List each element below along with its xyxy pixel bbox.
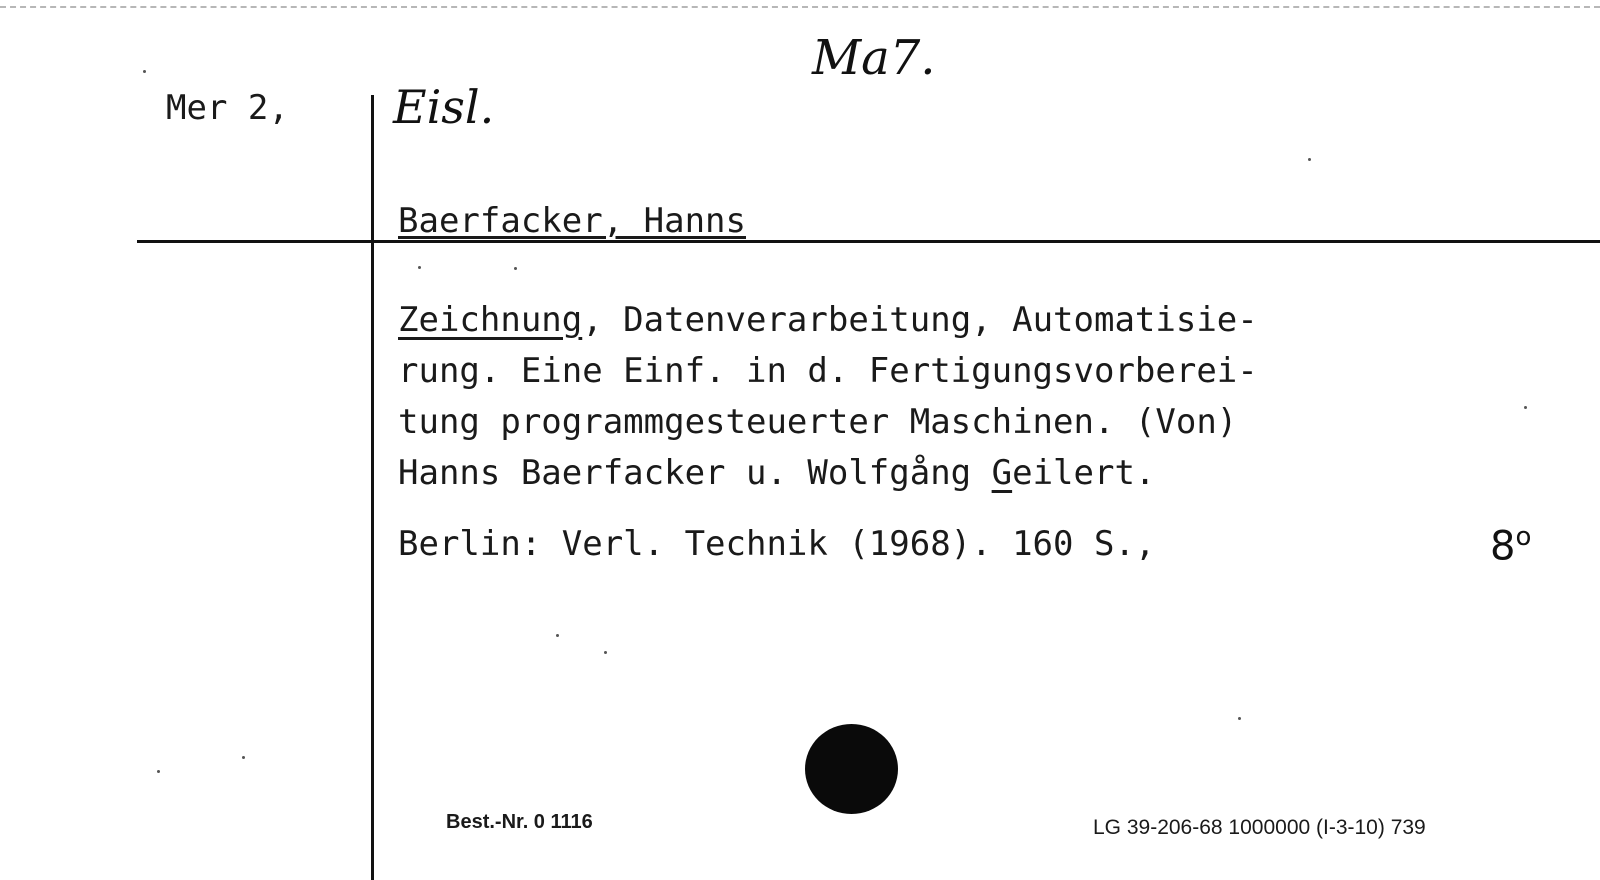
speck <box>418 266 421 269</box>
speck <box>1308 158 1311 161</box>
format-sup: o <box>1515 522 1532 552</box>
speck <box>604 651 607 654</box>
description-line-4 <box>398 453 1155 493</box>
handwritten-annotation-left: Eisl. <box>393 80 495 134</box>
speck <box>514 267 517 270</box>
format-number: 8 <box>1490 523 1516 570</box>
description-line-2: rung. Eine Einf. in d. Fertigungsvorberei- <box>398 351 1258 391</box>
format-size <box>1490 522 1531 569</box>
description-line-1-rest: , Datenverarbeitung, Automatisie- <box>582 300 1258 340</box>
print-code: LG 39-206-68 1000000 (I-3-10) 739 <box>1093 816 1426 839</box>
speck <box>143 70 146 73</box>
speck <box>556 634 559 637</box>
speck <box>1238 717 1241 720</box>
speck <box>1524 406 1527 409</box>
description-line-4-b: eilert. <box>1012 453 1156 493</box>
title-keyword: Zeichnung <box>398 300 583 340</box>
speck <box>157 770 160 773</box>
vertical-rule <box>371 95 374 880</box>
description-line-4-a: Hanns Baerfacker u. Wolfgång <box>398 453 992 493</box>
speck <box>242 756 245 759</box>
call-number: Mer 2, <box>166 88 289 128</box>
imprint-line: Berlin: Verl. Technik (1968). 160 S., <box>398 524 1156 564</box>
handwritten-annotation-top: Ma7. <box>812 30 936 86</box>
description-line-3: tung programmgesteuerter Maschinen. (Von) <box>398 402 1238 442</box>
card-top-edge <box>0 6 1600 8</box>
horizontal-rule <box>137 240 1600 243</box>
punch-hole <box>805 724 898 814</box>
description-line-4-g: G <box>991 453 1013 493</box>
order-number: Best.-Nr. 0 1116 <box>446 811 593 833</box>
description-line-1 <box>398 300 1258 340</box>
author-heading: Baerfacker, Hanns <box>398 201 746 241</box>
